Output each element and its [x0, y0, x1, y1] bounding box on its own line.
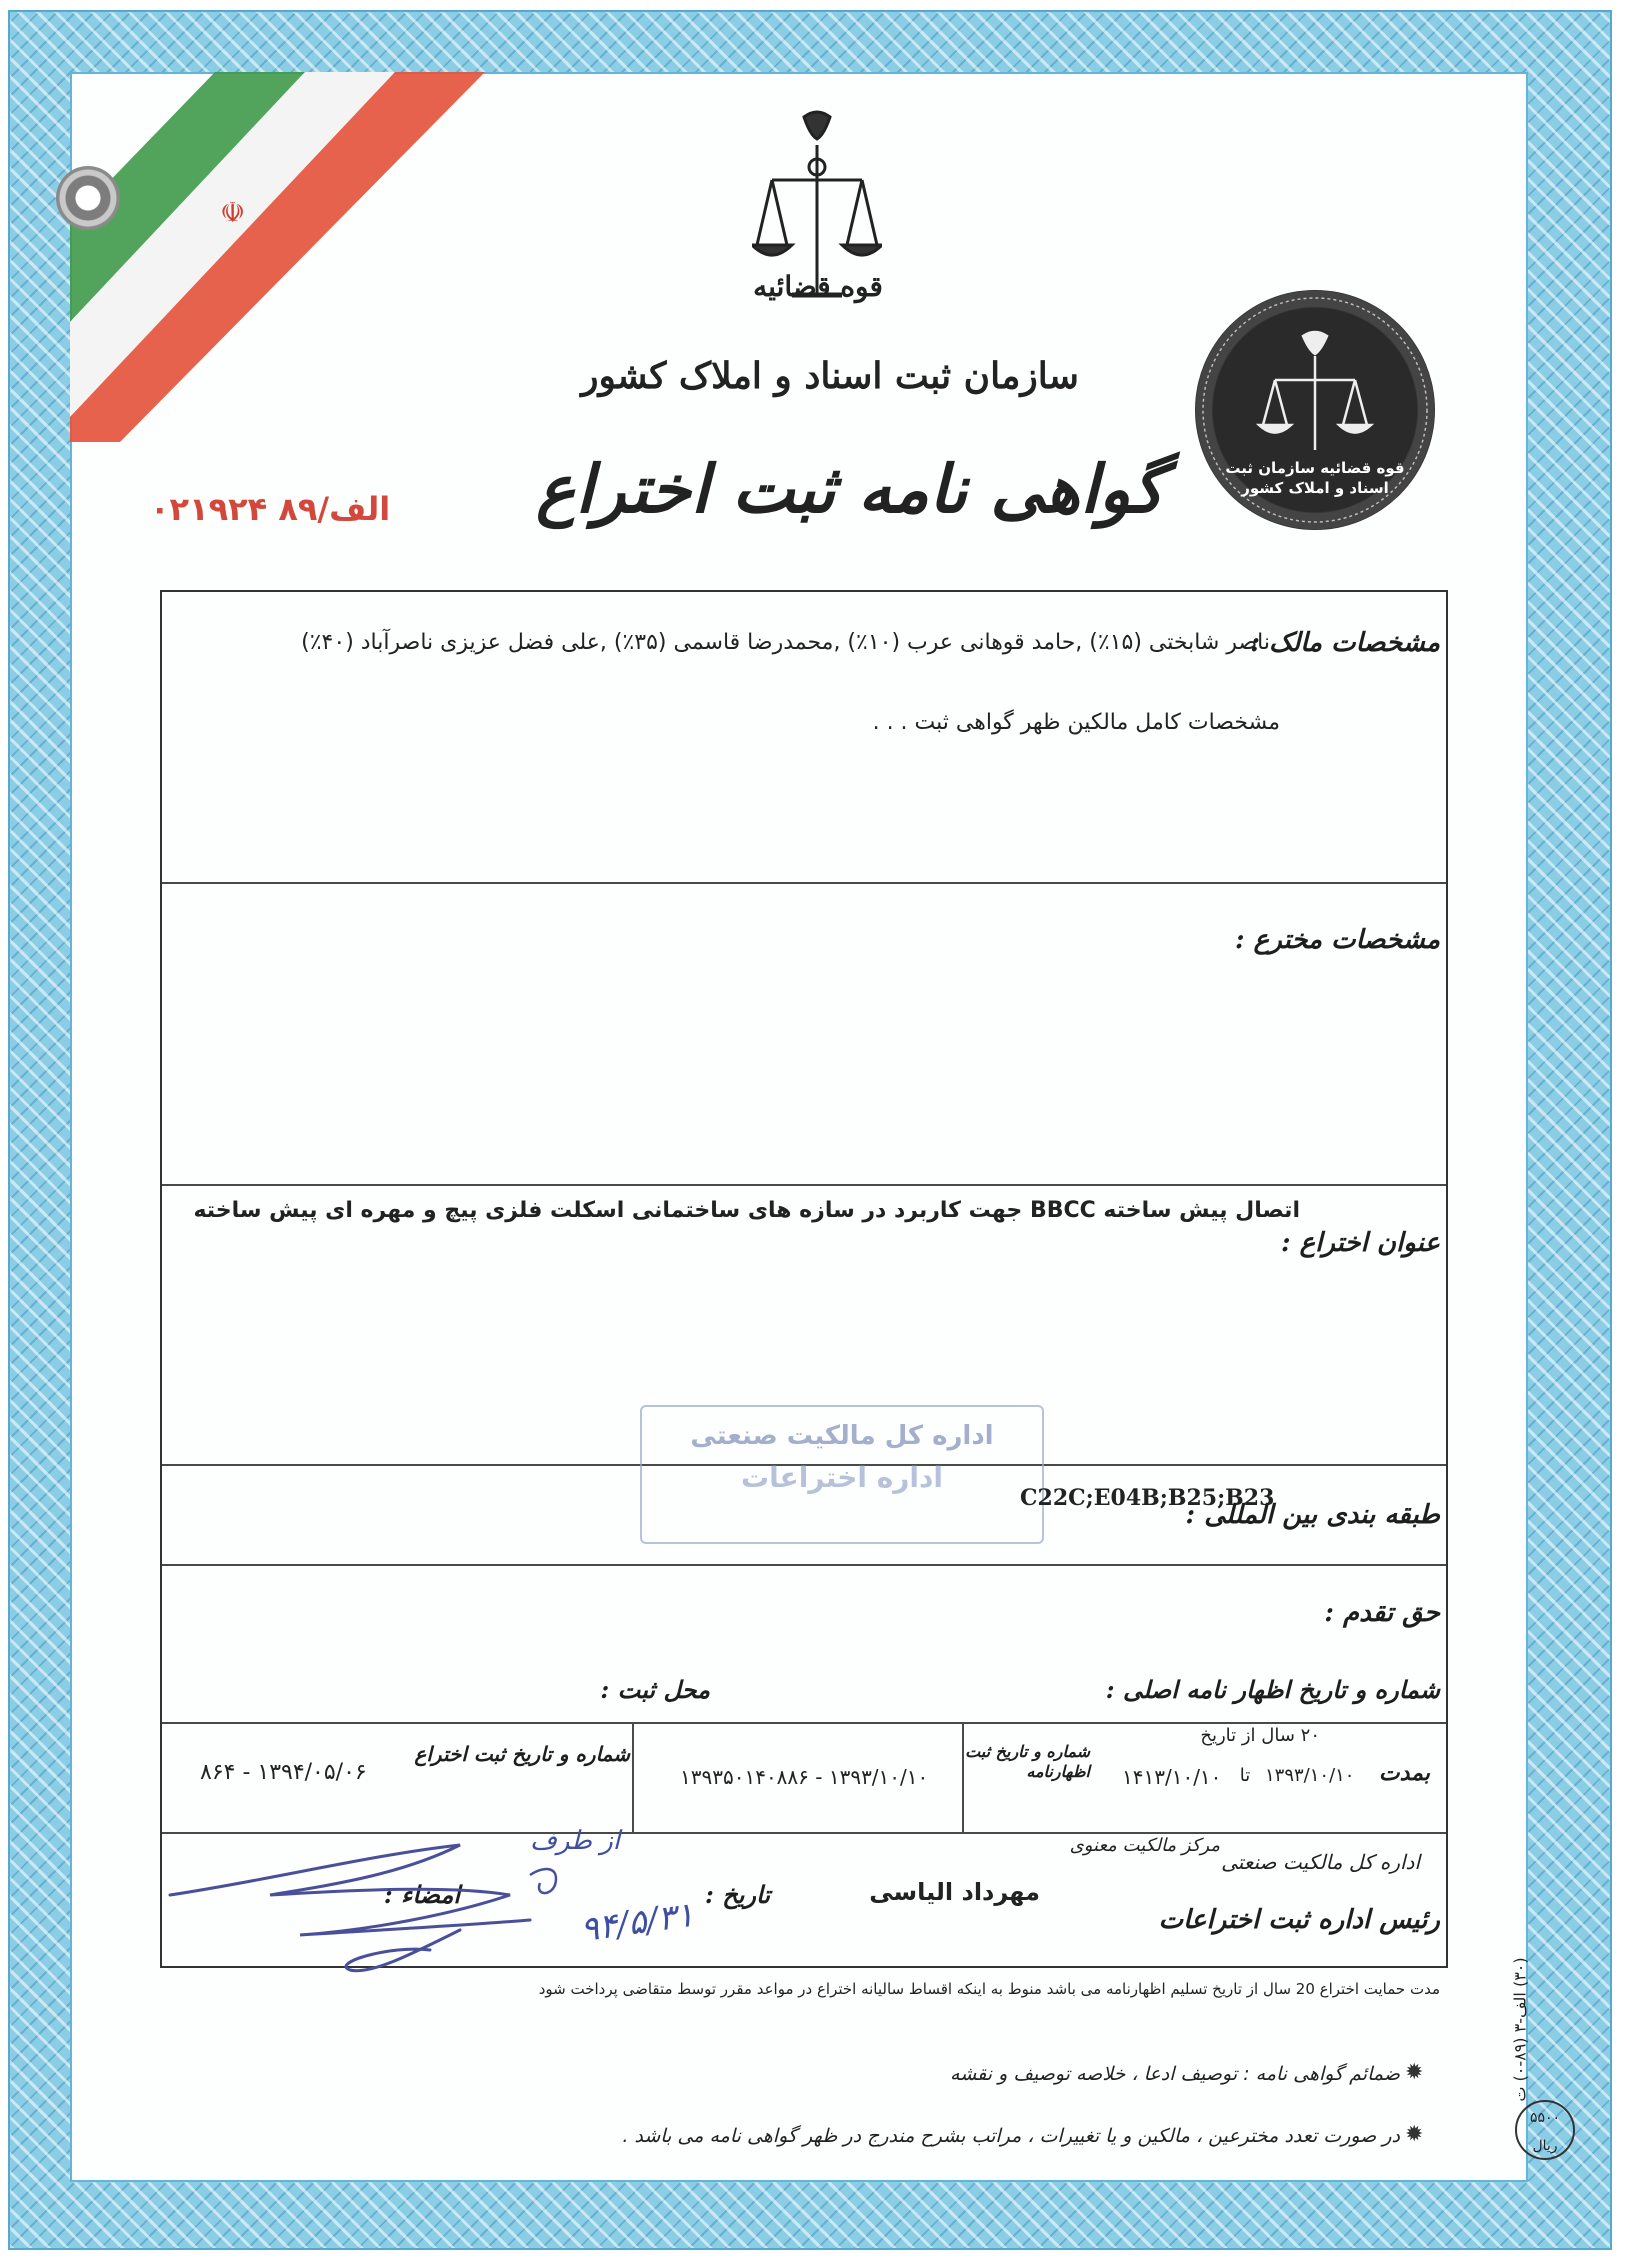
registration-place-label: محل ثبت :	[600, 1675, 710, 1704]
validity-from: ۱۳۹۳/۱۰/۱۰	[1265, 1765, 1355, 1786]
signatory-title: رئیس اداره ثبت اختراعات	[1158, 1905, 1440, 1935]
signature-center: مرکز مالکیت معنوی	[1069, 1835, 1220, 1856]
signature-label: امضاء :	[383, 1880, 460, 1909]
registry-name: سازمان ثبت اسناد و املاک کشور	[581, 355, 1079, 397]
divider	[162, 1184, 1446, 1186]
invention-label: عنوان اختراع :	[1280, 1228, 1440, 1258]
page-title: گواهی نامه ثبت اختراع	[535, 450, 1165, 528]
declaration-value: ۱۳۹۳۵۰۱۴۰۸۸۶ - ۱۳۹۳/۱۰/۱۰	[680, 1765, 929, 1789]
handwritten-date: ۹۴/۵/۳۱	[577, 1894, 697, 1951]
owner-note: مشخصات کامل مالکین ظهر گواهی ثبت . . .	[872, 710, 1280, 735]
owner-label: مشخصات مالک :	[1250, 628, 1440, 658]
serial-number: الف/۸۹ ۰۲۱۹۲۴	[150, 490, 391, 528]
divider	[162, 1722, 1446, 1724]
office-stamp	[640, 1405, 1044, 1544]
bullet-icon: ✹	[1405, 2122, 1424, 2147]
declaration-label: شماره و تاریخ ثبت اظهارنامه	[965, 1742, 1090, 1781]
handwritten-signature	[150, 1835, 710, 1995]
handwritten-note: از طرف	[529, 1826, 620, 1856]
organization-name: قوه قضائیه	[753, 270, 883, 303]
classification-label: طبقه بندی بین المللی :	[1185, 1500, 1440, 1530]
validity-caption: ۲۰ سال از تاریخ	[1200, 1725, 1320, 1746]
seal-text: قوه قضائیه سازمان ثبت اسناد و املاک کشور	[1225, 459, 1405, 497]
owner-value: ناصر شابختی (۱۵٪) ,حامد قوهانی عرب (۱۰٪) ,محمدرضا قاسمی (۳۵٪) ,علی فضل عزیزی ناصرآباد (۴۰٪)	[301, 630, 1270, 655]
stamp-line2: اداره اختراعات	[741, 1461, 943, 1494]
divider	[632, 1722, 634, 1832]
registration-value: ۸۶۴ - ۱۳۹۴/۰۵/۰۶	[200, 1760, 367, 1785]
date-label: تاریخ :	[705, 1880, 770, 1909]
grommet-icon	[56, 166, 120, 230]
stamp-line1: اداره کل مالکیت صنعتی	[690, 1421, 994, 1451]
validity-to-word: تا	[1239, 1765, 1251, 1786]
divider	[162, 1564, 1446, 1566]
changes-note: در صورت تعدد مخترعین ، مالکین و یا تغییرات ، مراتب بشرح مندرج در ظهر گواهی نامه می باشد .	[622, 2125, 1400, 2147]
flag-emblem-icon: ☫	[220, 196, 246, 229]
bullet-icon: ✹	[1405, 2060, 1424, 2085]
form-code: (۳۰) الف-۳ (۸۹-۰) ت	[1510, 1957, 1530, 2102]
priority-label: حق تقدم :	[1324, 1598, 1440, 1628]
divider	[162, 1832, 1446, 1834]
validity-to: ۱۴۱۳/۱۰/۱۰	[1122, 1765, 1222, 1789]
price-badge: ۵۵۰۰ ریال	[1515, 2100, 1575, 2160]
registration-label: شماره و تاریخ ثبت اختراع	[414, 1742, 630, 1766]
inventor-label: مشخصات مخترع :	[1235, 925, 1440, 955]
divider	[162, 882, 1446, 884]
original-application-label: شماره و تاریخ اظهار نامه اصلی :	[1105, 1675, 1440, 1704]
invention-value: اتصال پیش ساخته BBCC جهت کاربرد در سازه های ساختمانی اسکلت فلزی پیچ و مهره ای پیش ساخته	[193, 1198, 1300, 1223]
signatory-name: مهرداد الیاسی	[869, 1878, 1040, 1906]
validity-label: بمدت	[1378, 1760, 1430, 1786]
signature-office: اداره کل مالکیت صنعتی	[1221, 1850, 1420, 1874]
attachments-note: ضمائم گواهی نامه : توصیف ادعا ، خلاصه توصیف و نقشه	[950, 2063, 1400, 2085]
classification-value: C22C;E04B;B25;B23	[1020, 1485, 1275, 1511]
official-seal	[1195, 290, 1435, 530]
protection-note: مدت حمایت اختراع 20 سال از تاریخ تسلیم اظهارنامه می باشد منوط به اینکه اقساط سالیانه اختراع در مواعد مقرر توسط متقاضی پرداخت شود	[538, 1980, 1440, 1998]
flag-ribbon	[70, 72, 490, 442]
